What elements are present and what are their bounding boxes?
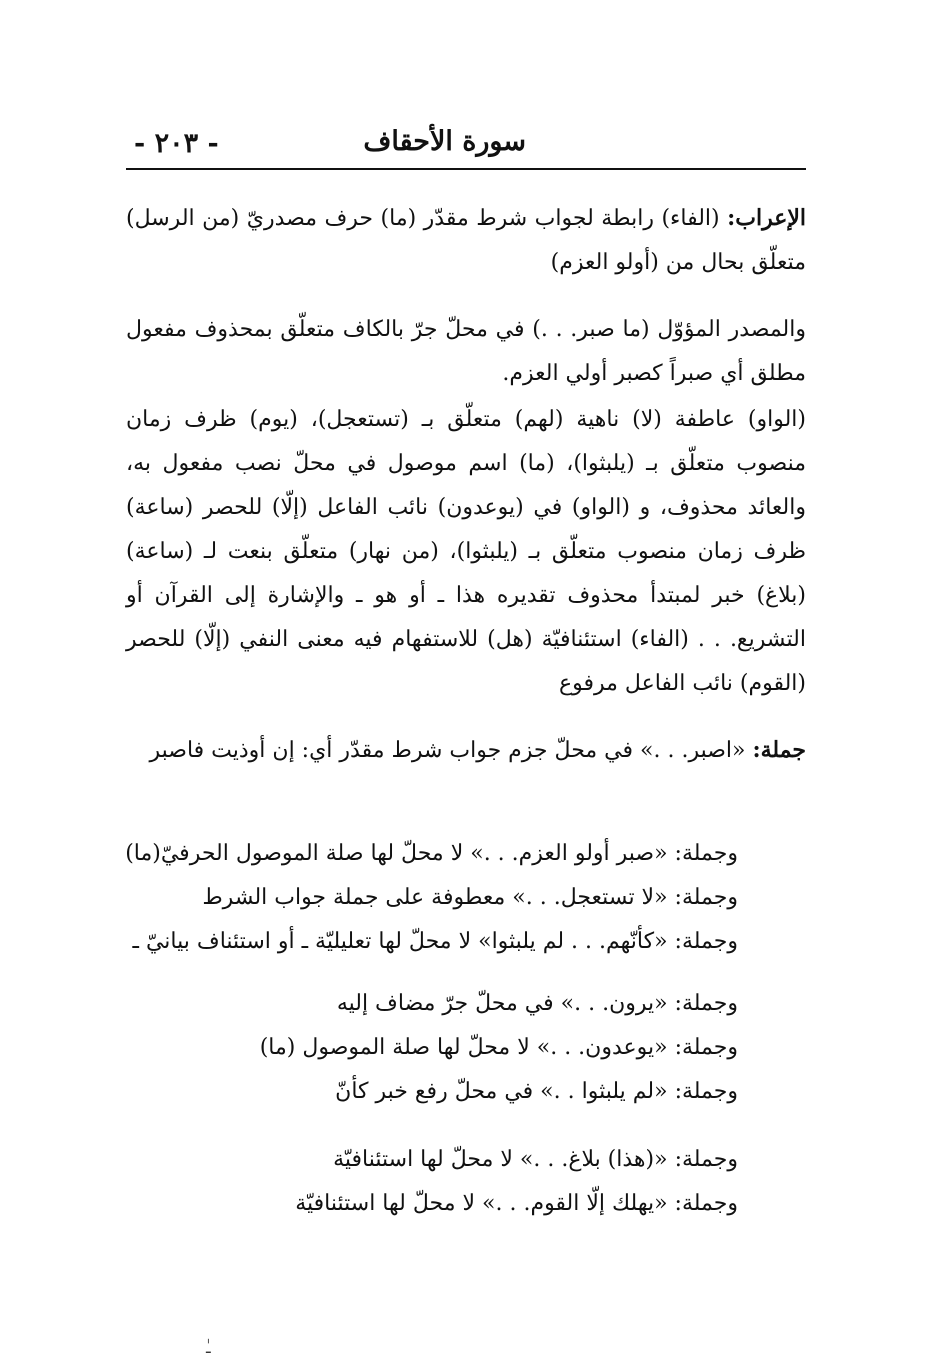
sentence-group-2 (126, 982, 806, 1114)
sentence-line: وجملة: «يهلك إلّا القوم. . .» لا محلّ لها استئنافيّة (295, 1191, 738, 1216)
page-header (126, 120, 806, 170)
sentence-line: وجملة: «لا تستعجل. . .» معطوفة على جملة جواب الشرط (202, 885, 738, 910)
details-text: (الواو) عاطفة (لا) ناهية (لهم) متعلّق بـ (تستعجل)، (يوم) ظرف زمان منصوب متعلّق بـ (يلبثوا)، (ما) اسم موصول في محلّ نصب مفعول به، والعائد محذوف، و (الواو) في (يوعدون) نائب الفاعل (إلّا) للحصر (ساعة) ظرف زمان منصوب متعلّق بـ (يلبثوا)، (من نهار) متعلّق بنعت لـ (ساعة) (بلاغ) خبر لمبتدأ محذوف تقديره هذا ـ أو هو ـ والإشارة إلى القرآن أو التشريع. . . (الفاء) استئنافيّة (هل) للاستفهام فيه معنى النفي (إلّا) للحصر (القوم) نائب الفاعل مرفوع (126, 407, 806, 696)
paragraph-details (126, 398, 806, 706)
sentence-line: وجملة: «يرون. . .» في محلّ جرّ مضاف إليه (336, 991, 738, 1016)
jumla-text: «اصبر. . .» في محلّ جزم جواب شرط مقدّر أي: إن أوذيت فاصبر (149, 738, 753, 763)
footer-mark: ـٰ (206, 1338, 211, 1357)
paragraph-jumla (126, 728, 806, 773)
sentence-group-3 (126, 1138, 806, 1226)
sentence-group-1 (126, 832, 806, 964)
irab-text: (الفاء) رابطة لجواب شرط مقدّر (ما) حرف مصدريّ (من الرسل) متعلّق بحال من (أولو العزم) (126, 206, 806, 275)
sentence-line: وجملة: «صبر أولو العزم. . .» لا محلّ لها صلة الموصول الحرفيّ(ما) (125, 841, 738, 866)
sentence-line: وجملة: «(هذا) بلاغ. . .» لا محلّ لها استئنافيّة (333, 1147, 738, 1172)
jumla-label: جملة: (752, 737, 806, 763)
sentence-line: وجملة: «لم يلبثوا . .» في محلّ رفع خبر كأنّ (335, 1079, 738, 1104)
paragraph-irab (126, 196, 806, 285)
sentence-line: وجملة: «كأنّهم. . . لم يلبثوا» لا محلّ لها تعليليّة ـ أو استئناف بيانيّ ـ (132, 929, 738, 954)
masdar-text: والمصدر المؤوّل (ما صبر. . .) في محلّ جرّ بالكاف متعلّق بمحذوف مفعول مطلق أي صبراً كصبر أولي العزم. (126, 317, 806, 386)
irab-label: الإعراب: (727, 205, 806, 231)
paragraph-masdar (126, 308, 806, 396)
surah-title: سورة الأحقاف (363, 126, 526, 157)
page-number: - ٢٠٣ - (134, 128, 219, 159)
sentence-line: وجملة: «يوعدون. . .» لا محلّ لها صلة الموصول (ما) (259, 1035, 738, 1060)
